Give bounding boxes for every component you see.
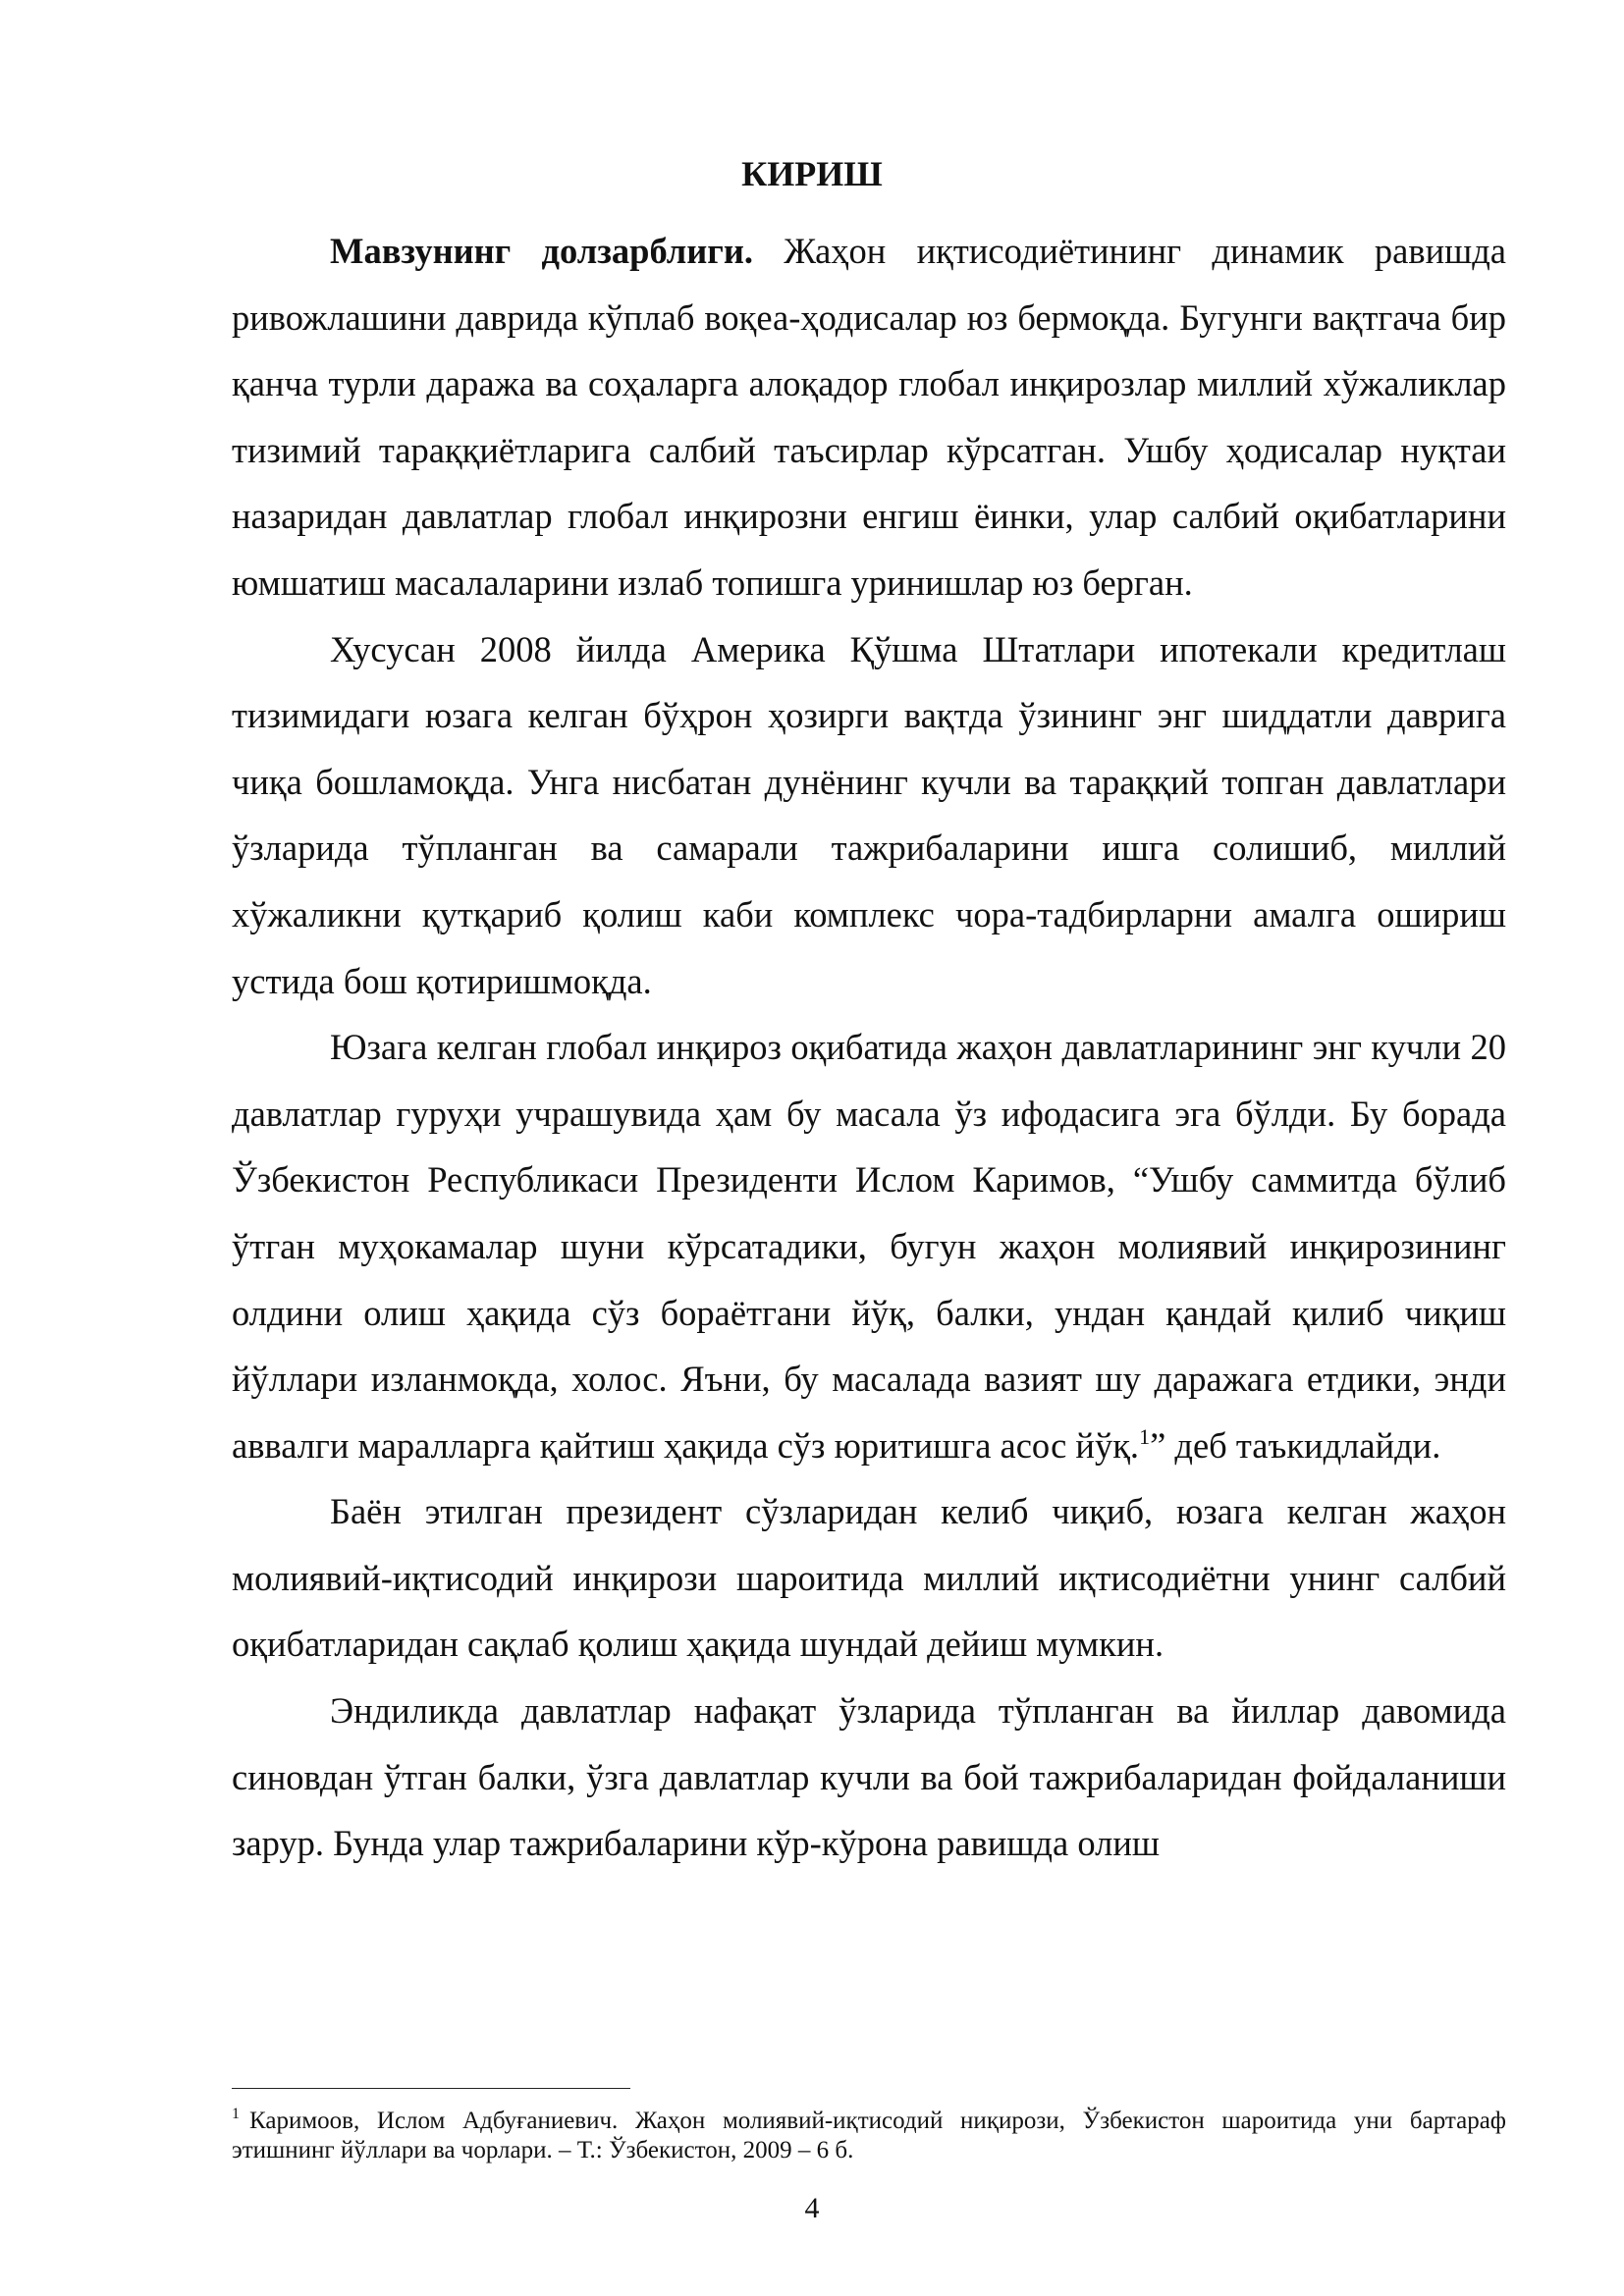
- paragraph-text: Баён этилган президент сўзларидан келиб чиқиб, юзага келган жаҳон молиявий-иқтисодий инқирози шароитида миллий иқтисодиётни унинг салбий оқибатларидан сақлаб қолиш ҳақида шундай дейиш мумкин.: [232, 1491, 1506, 1665]
- footnote-number: 1: [232, 2106, 240, 2122]
- footnote-divider: [232, 2088, 630, 2089]
- page-number: 4: [804, 2192, 820, 2224]
- paragraph-g20-quote: [232, 1014, 1506, 1478]
- section-heading: КИРИШ: [741, 154, 883, 193]
- paragraph-2008-crisis: [232, 616, 1506, 1015]
- paragraph-lead: Мавзунинг долзарблиги.: [330, 231, 754, 271]
- footnote-text: Каримоов, Ислом Адбуғаниевич. Жаҳон молиявий-иқтисодий ниқирози, Ўзбекистон шароитида уни бартараф этишнинг йўллари ва чорлари. – Т.: Ўзбекистон, 2009 – 6 б.: [232, 2108, 1506, 2163]
- paragraph-experience: [232, 1678, 1506, 1877]
- footnote: [232, 2107, 1506, 2165]
- paragraph-president-words: [232, 1478, 1506, 1678]
- body-text: [232, 218, 1506, 1877]
- paragraph-text: Хусусан 2008 йилда Америка Қўшма Штатлари ипотекали кредитлаш тизимидаги юзага келган бўҳрон ҳозирги вақтда ўзининг энг шиддатли даврига чиқа бошламоқда. Унга нисбатан дунёнинг кучли ва тараққий топган давлатлари ўзларида тўпланган ва самарали тажрибаларини ишга солишиб, миллий хўжаликни қутқариб қолиш каби комплекс чора-тадбирларни амалга ошириш устида бош қотиришмоқда.: [232, 628, 1506, 1001]
- paragraph-text: Жаҳон иқтисодиётининг динамик равишда ривожлашини даврида кўплаб воқеа-ҳодисалар юз бермоқда. Бугунги вақтгача бир қанча турли даража ва соҳаларга алоқадор глобал инқирозлар миллий хўжаликлар тизимий тараққиётларига салбий таъсирлар кўрсатган. Ушбу ҳодисалар нуқтаи назаридан давлатлар глобал инқирозни енгиш ёинки, улар салбий оқибатларини юмшатиш масалаларини излаб топишга уринишлар юз берган.: [232, 231, 1506, 603]
- footnote-reference[interactable]: 1: [1139, 1423, 1151, 1449]
- paragraph-text-after: ” деб таъкидлайди.: [1150, 1424, 1441, 1466]
- paragraph-text: Юзага келган глобал инқироз оқибатида жаҳон давлатларининг энг кучли 20 давлатлар гуруҳи учрашувида ҳам бу масала ўз ифодасига эга бўлди. Бу борада Ўзбекистон Республикаси Президенти Ислом Каримов, “Ушбу саммитда бўлиб ўтган муҳокамалар шуни кўрсатадики, бугун жаҳон молиявий инқирозининг олдини олиш ҳақида сўз бораётгани йўқ, балки, ундан қандай қилиб чиқиш йўллари изланмоқда, холос. Яъни, бу масалада вазият шу даражага етдики, энди аввалги мaралларга қайтиш ҳақида сўз юритишга асос йўқ.: [232, 1027, 1506, 1466]
- paragraph-relevance: [232, 218, 1506, 616]
- paragraph-text: Эндиликда давлатлар нафақат ўзларида тўпланган ва йиллар давомида синовдан ўтган балки, ўзга давлатлар кучли ва бой тажрибаларидан фойдаланиши зарур. Бунда улар тажрибаларини кўр-кўрона равишда олиш: [232, 1690, 1506, 1864]
